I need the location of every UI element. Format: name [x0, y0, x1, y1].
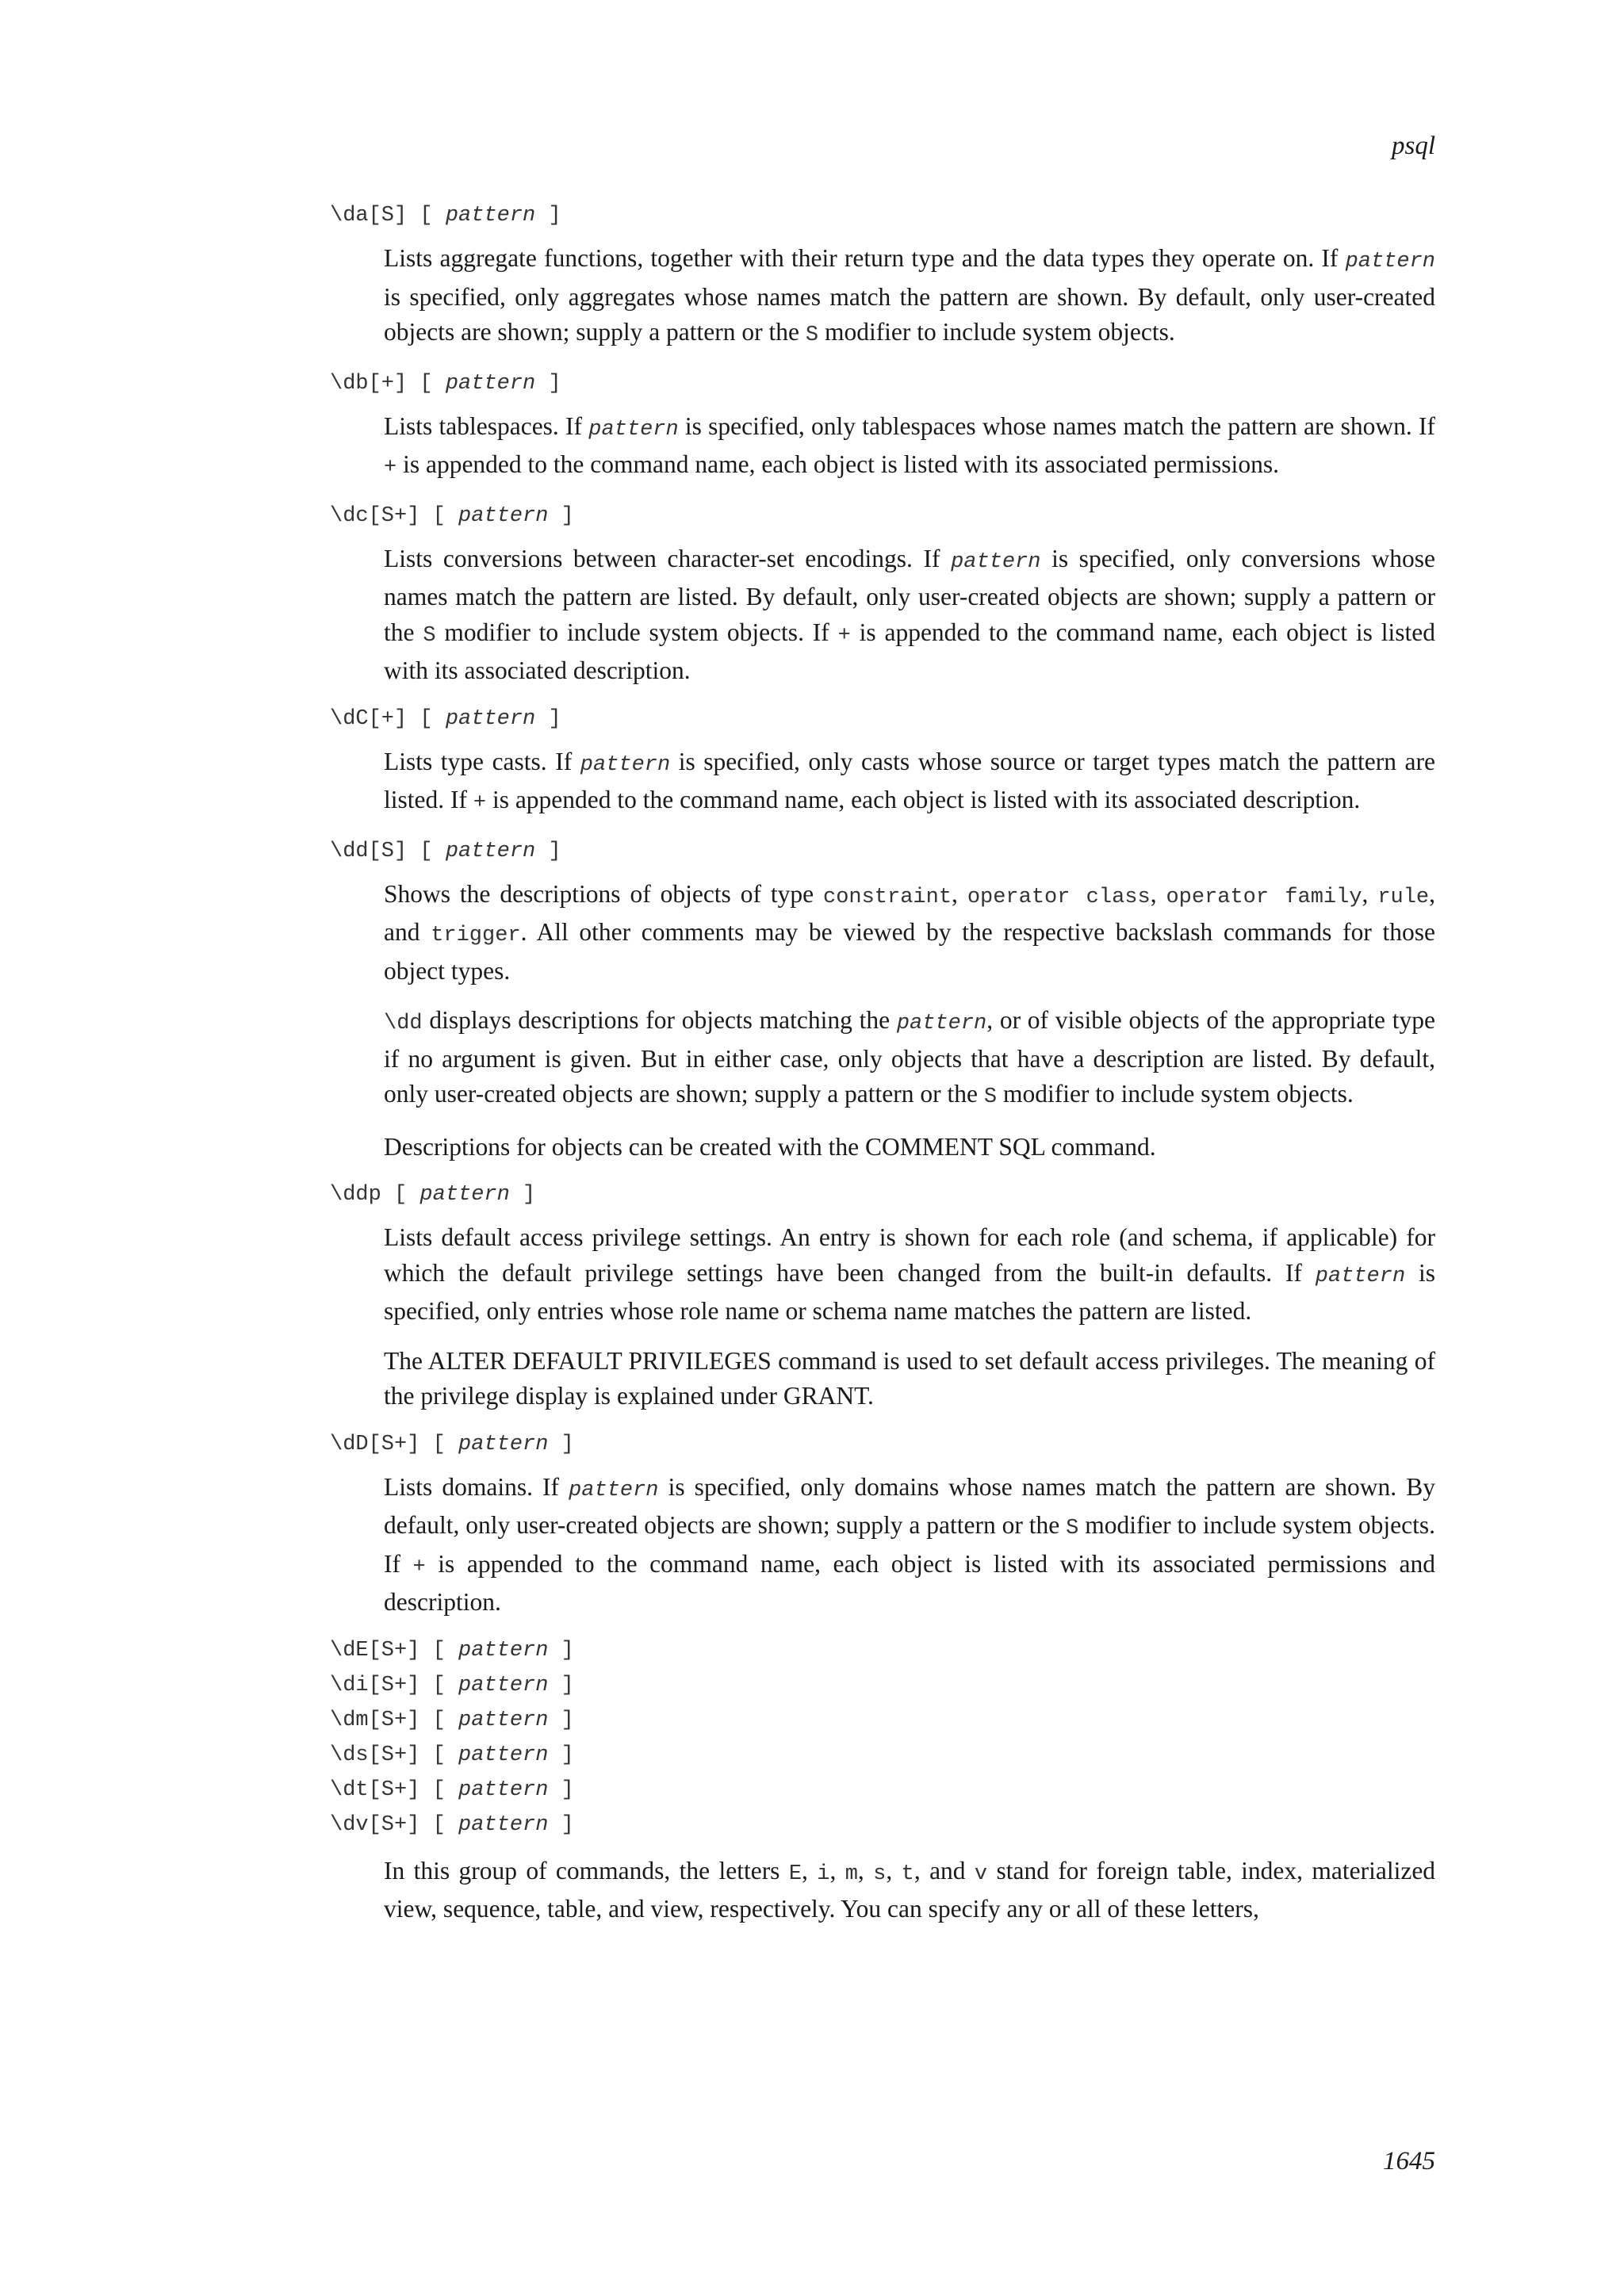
entry-dD [330, 1427, 1435, 1621]
text: . All other comments may be viewed by the respective backslash commands for those object types. [384, 918, 1435, 985]
text: stand for foreign table, index, materialized view, sequence, table, and view, respectively. You can specify any or all of these letters, [384, 1856, 1436, 1923]
description [384, 744, 1435, 821]
command-bracket: ] [548, 1812, 574, 1837]
text: , [952, 879, 967, 908]
text: Lists default access privilege settings. An entry is shown for each role (and schema, if applicable) for which the default privilege settings have been changed from the built-in defaults. If [384, 1223, 1435, 1287]
command-name: \dC[+] [ [330, 706, 446, 731]
command-term [330, 1177, 1435, 1212]
text: Lists type casts. If [384, 747, 580, 775]
code-literal: i [817, 1862, 830, 1886]
command-term [330, 1633, 1435, 1668]
replaceable-pattern: pattern [458, 1777, 549, 1802]
command-name: \dc[S+] [ [330, 503, 459, 528]
command-term-group [330, 1633, 1435, 1843]
running-title: psql [1391, 132, 1435, 160]
text: displays descriptions for objects matching the [422, 1006, 897, 1034]
command-name: \dv[S+] [ [330, 1812, 459, 1837]
page-number: 1645 [1383, 2147, 1435, 2175]
command-term [330, 1703, 1435, 1738]
entry-dc [330, 499, 1435, 689]
command-term [330, 1427, 1435, 1462]
description-paragraph [384, 877, 1435, 989]
command-term [330, 1668, 1435, 1703]
code-replaceable: pattern [569, 1478, 659, 1502]
text: is specified, only casts whose source or target types match the pattern are listed. If [384, 747, 1435, 813]
description-paragraph [384, 541, 1435, 689]
entry-dd [330, 834, 1435, 1165]
text: is specified, only domains whose names match the pattern are shown. By default, only user-created objects are shown; supply a pattern or the [384, 1472, 1435, 1539]
command-term [330, 499, 1435, 534]
text: In this group of commands, the letters [384, 1856, 789, 1885]
command-bracket: ] [548, 503, 574, 528]
command-name: \ds[S+] [ [330, 1743, 459, 1767]
text: , [886, 1856, 902, 1885]
description [384, 1854, 1435, 1927]
code-literal: S [1066, 1517, 1079, 1540]
command-term [330, 834, 1435, 869]
code-literal: operator family [1166, 885, 1362, 909]
text: is appended to the command name, each object is listed with its associated permissions and description. [384, 1549, 1435, 1616]
text: , [857, 1856, 874, 1885]
replaceable-pattern: pattern [445, 204, 536, 228]
replaceable-pattern: pattern [458, 1673, 549, 1697]
replaceable-pattern: pattern [445, 371, 536, 396]
text: modifier to include system objects. [997, 1080, 1354, 1108]
code-literal: S [805, 323, 819, 347]
code-literal: + [412, 1555, 426, 1579]
command-name: \db[+] [ [330, 371, 446, 396]
text: Lists aggregate functions, together with their return type and the data types they operate on. If [384, 244, 1346, 272]
code-replaceable: pattern [1315, 1264, 1406, 1288]
code-literal: S [983, 1085, 998, 1109]
replaceable-pattern: pattern [458, 1812, 549, 1837]
replaceable-pattern: pattern [458, 1708, 549, 1732]
text: is specified, only entries whose role name or schema name matches the pattern are listed. [384, 1258, 1436, 1325]
replaceable-pattern: pattern [458, 1638, 549, 1663]
text: , [802, 1856, 818, 1885]
command-bracket: ] [535, 706, 561, 731]
text: , and [384, 879, 1436, 946]
code-replaceable: pattern [896, 1012, 987, 1035]
code-literal: + [384, 456, 397, 480]
code-literal: trigger [431, 924, 521, 947]
command-name: \dt[S+] [ [330, 1777, 459, 1802]
description-paragraph: The ALTER DEFAULT PRIVILEGES command is used to set default access privileges. The meaning of the privilege display is explained under GRANT. [384, 1346, 1435, 1410]
text: Lists tablespaces. If [384, 411, 589, 440]
replaceable-pattern: pattern [419, 1183, 510, 1207]
command-bracket: ] [548, 1638, 574, 1663]
replaceable-pattern: pattern [458, 1743, 549, 1767]
command-bracket: ] [548, 1777, 574, 1802]
replaceable-pattern: pattern [445, 706, 536, 731]
code-literal: constraint [823, 885, 952, 909]
text: is appended to the command name, each object is listed with its associated description. [486, 786, 1361, 813]
command-term [330, 198, 1435, 233]
code-literal: + [473, 791, 487, 815]
description-paragraph: Descriptions for objects can be created with the COMMENT SQL command. [384, 1132, 1156, 1161]
command-bracket: ] [535, 204, 561, 228]
entry-da [330, 198, 1435, 354]
command-name: \dD[S+] [ [330, 1432, 459, 1456]
command-bracket: ] [548, 1673, 574, 1697]
command-term [330, 366, 1435, 401]
command-term [330, 702, 1435, 737]
description-paragraph [384, 1003, 1435, 1115]
command-name: \dm[S+] [ [330, 1708, 459, 1732]
code-literal: S [423, 623, 436, 648]
code-replaceable: pattern [580, 752, 671, 777]
command-bracket: ] [548, 1432, 574, 1456]
code-literal: v [974, 1862, 988, 1886]
replaceable-pattern: pattern [458, 503, 549, 528]
text: modifier to include system objects. If [384, 1511, 1435, 1578]
code-literal: rule [1377, 885, 1430, 909]
text: , [1150, 879, 1166, 908]
text: is appended to the command name, each object is listed with its associated permissions. [396, 450, 1279, 478]
command-name: \ddp [ [330, 1183, 420, 1207]
code-literal: operator class [967, 885, 1151, 909]
code-literal: \dd [384, 1012, 423, 1035]
command-name: \di[S+] [ [330, 1673, 459, 1697]
text: is specified, only aggregates whose names match the pattern are shown. By default, only user-created objects are shown; supply a pattern or the [384, 282, 1435, 346]
command-name: \dd[S] [ [330, 839, 446, 863]
text: Lists domains. If [384, 1472, 569, 1501]
description-paragraph [384, 409, 1435, 486]
description-paragraph [384, 241, 1435, 354]
description [384, 541, 1435, 689]
text: , [1362, 879, 1378, 908]
entry-relation-group [330, 1633, 1435, 1927]
command-bracket: ] [548, 1708, 574, 1732]
command-bracket: ] [535, 839, 561, 863]
text: , and [914, 1856, 975, 1885]
text: Shows the descriptions of objects of type [384, 879, 823, 908]
text: is specified, only conversions whose names match the pattern are listed. By default, only user-created objects are shown; supply a pattern or the [384, 544, 1435, 646]
code-literal: t [901, 1862, 914, 1886]
code-literal: E [788, 1862, 802, 1886]
description [384, 409, 1435, 486]
command-name: \dE[S+] [ [330, 1638, 459, 1663]
text: is specified, only tablespaces whose names match the pattern are shown. If [678, 411, 1435, 440]
description-paragraph [384, 1470, 1435, 1621]
code-replaceable: pattern [588, 417, 679, 442]
entry-dC [330, 702, 1435, 821]
text: Lists conversions between character-set encodings. If [384, 544, 952, 572]
description-paragraph [384, 1220, 1435, 1330]
command-name: \da[S] [ [330, 204, 446, 228]
description [384, 1470, 1435, 1621]
text: , [829, 1856, 845, 1885]
replaceable-pattern: pattern [458, 1432, 549, 1456]
code-replaceable: pattern [951, 549, 1041, 574]
page-content [330, 198, 1435, 1940]
command-bracket: ] [509, 1183, 536, 1207]
replaceable-pattern: pattern [445, 839, 536, 863]
description [384, 1220, 1435, 1414]
text: modifier to include system objects. [818, 318, 1175, 346]
command-term [330, 1808, 1435, 1843]
entry-ddp [330, 1177, 1435, 1414]
text: modifier to include system objects. If [435, 618, 838, 646]
text: is appended to the command name, each object is listed with its associated description. [384, 618, 1435, 684]
command-bracket: ] [548, 1743, 574, 1767]
description [384, 877, 1435, 1165]
command-term [330, 1773, 1435, 1808]
code-replaceable: pattern [1345, 250, 1435, 274]
description [384, 241, 1435, 354]
description-paragraph [384, 1854, 1435, 1927]
command-term [330, 1738, 1435, 1773]
description-paragraph [384, 744, 1435, 821]
text: , or of visible objects of the appropriate type if no argument is given. But in either case, only objects that have a description are listed. By default, only user-created objects are shown; supply a pattern or the [384, 1006, 1435, 1108]
command-bracket: ] [535, 371, 561, 396]
code-literal: + [837, 623, 851, 648]
code-literal: m [845, 1862, 858, 1886]
code-literal: s [873, 1862, 887, 1886]
entry-db [330, 366, 1435, 486]
